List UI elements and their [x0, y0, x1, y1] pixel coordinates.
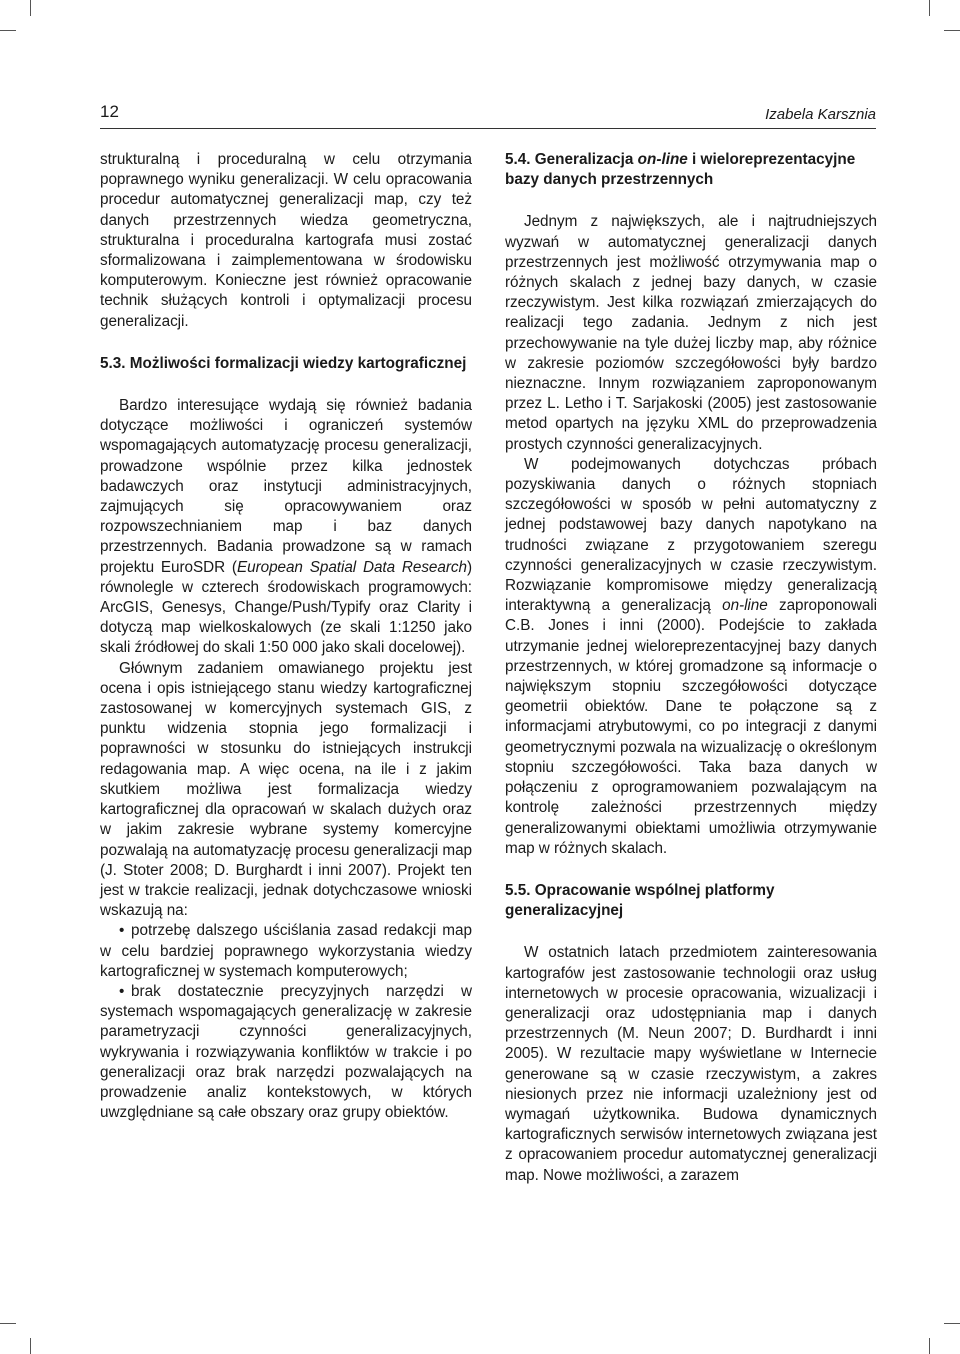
crop-mark-top-right-h [944, 30, 960, 31]
paragraph-project-goal: Głównym zadaniem omawianego projektu jest ocena i opis istniejącego stanu wiedzy kartograficznej zastosowanej w komercyjnych systemach GIS, z punktu widzenia stopnia jego formalizacji i poprawności w stosunku do istniejących instrukcji redagowania map. A więc ocena, na ile i z jakim skutkiem możliwa jest formalizacja wiedzy kartograficznej dla opracowań w skalach dużych oraz w jakim zakresie wybrane systemy komercyjne pozwalają na automatyzację procesu generalizacji map (J. Stoter 2008; D. Burghardt i inni 2007). Projekt ten jest w trakcie realizacji, jednak dotychczasowe wnioski wskazują na: [100, 659, 472, 920]
paragraph-web-services: W ostatnich latach przedmiotem zainteresowania kartografów jest zastosowanie technologii oraz usług internetowych w procesie opracowania, wizualizacji i generalizacji oraz udostępniania map i danych przestrzennych (M. Neun 2007; D. Burdhardt i inni 2005). W rezultacie mapy wyświetlane w Internecie generowane są w czasie rzeczywistym, a zakres niesionych przez nie informacji uzależniony jest od wymagań użytkownika. Budowa dynamicznych kartograficznych serwisów internetowych związana jest z opracowaniem procedur automatycznej generalizacji map. Nowe możliwości, a zarazem [505, 944, 877, 1184]
section-heading-5-3: 5.3. Możliwości formalizacji wiedzy kartograficznej [100, 354, 467, 372]
paragraph-continuation: strukturalną i proceduralną w celu otrzymania poprawnego wyniku generalizacji. W celu opracowania procedur automatycznej generalizacji map, czy też danych przestrzennych wiedza geometryczna, strukturalna i proceduralna kartografa musi zostać sformalizowana i zaimplementowana w środowisku komputerowym. Konieczne jest również opracowanie technik służących kontroli i optymalizacji procesu generalizacji. [100, 151, 472, 330]
crop-mark-top-left-h [0, 30, 16, 31]
crop-mark-bottom-right [929, 1338, 930, 1354]
crop-mark-bottom-left-h [0, 1323, 16, 1324]
paragraph-realtime-challenge: Jednym z największych, ale i najtrudniejszych wyzwań w automatycznej generalizacji danych przestrzennych jest możliwość otrzymywania map o różnych skalach z jednej bazy danych, w czasie rzeczywistym. Jest kilka rozwiązań zmierzających do realizacji tego zadania. Jednym z nich jest przechowywanie na tyle dużej liczby map, aby różnice w zakresie poziomów szczegółowości były bardzo nieznaczne. Innym rozwiązaniem zaproponowanym przez L. Letho i T. Sarjakoski (2005) jest zastosowanie metod opartych na języku XML do przeprowadzenia prostych czynności generalizacyjnych. [505, 213, 877, 453]
left-column [100, 150, 472, 1123]
running-author: Izabela Karsznia [765, 106, 876, 123]
page-number: 12 [100, 102, 119, 121]
crop-mark-top-left [30, 0, 31, 16]
right-column [505, 150, 877, 1186]
crop-mark-bottom-left [30, 1338, 31, 1354]
list-item: • brak dostatecznie precyzyjnych narzędzi w systemach wspomagających generalizację w zakresie parametryzacji czynności generalizacyjnych, wykrywania i rozwiązywania konfliktów w trakcie i po generalizacji oraz brak narzędzi pozwalających na prowadzenie analiz kontekstowych, w których uwzględniane są całe obszary oraz grupy obiektów. [100, 982, 472, 1122]
running-header [100, 100, 876, 129]
crop-mark-top-right [929, 0, 930, 16]
list-item: • potrzebę dalszego uściślania zasad redakcji map w celu bardziej poprawnego wykorzystania wiedzy kartograficznej w systemach komputerowych; [100, 922, 472, 980]
section-heading-5-4: 5.4. Generalizacja on-line i wieloreprezentacyjne bazy danych przestrzennych [505, 151, 856, 189]
section-heading-5-5: 5.5. Opracowanie wspólnej platformy generalizacyjnej [505, 881, 775, 920]
paragraph-eurosdr: Bardzo interesujące wydają się również badania dotyczące możliwości i ograniczeń systemów wspomagających automatyzację procesu generalizacji, prowadzone wspólnie przez kilka jednostek badawczych oraz instytucji administracyjnych, zajmujących się opracowywaniem oraz rozpowszechnianiem map i baz danych przestrzennych. Badania prowadzone są w ramach projektu EuroSDR (European Spatial Data Research) równolegle w czterech środowiskach programowych: ArcGIS, Genesys, Change/Push/Typify oraz Clarity i dotyczą map wielkoskalowych (ze skali 1:1250 jako skali źródłowej do skali 1:50 000 jako skali docelowej). [100, 397, 472, 657]
paragraph-multirepresentation: W podejmowanych dotychczas próbach pozyskiwania danych o różnych stopniach szczegółowości w sposób w pełni automatyczny z jednej podstawowej bazy danych napotykano na trudności związane z przygotowaniem szeregu czynności generalizacyjnych w czasie rzeczywistym. Rozwiązanie kompromisowe między generalizacją interaktywną a generalizacją on-line zaproponowali C.B. Jones i inni (2000). Podejście to zakłada utrzymanie jednej wieloreprezentacyjnej bazy danych przestrzennych, w której gromadzone są informacje o największym stopniu szczegółowości dotyczące geometrii obiektów. Dane te połączone są z informacjami atrybutowymi, co po integracji z danymi geometrycznymi pozwala na wizualizację o określonym stopniu szczegółowości. Taka baza danych w połączeniu z oprogramowaniem pozwalającym na kontrolę zależności przestrzennych między generalizowanymi obiektami umożliwia otrzymywanie map w różnych skalach. [505, 455, 877, 857]
crop-mark-bottom-right-h [944, 1323, 960, 1324]
conclusions-list [100, 921, 472, 1123]
